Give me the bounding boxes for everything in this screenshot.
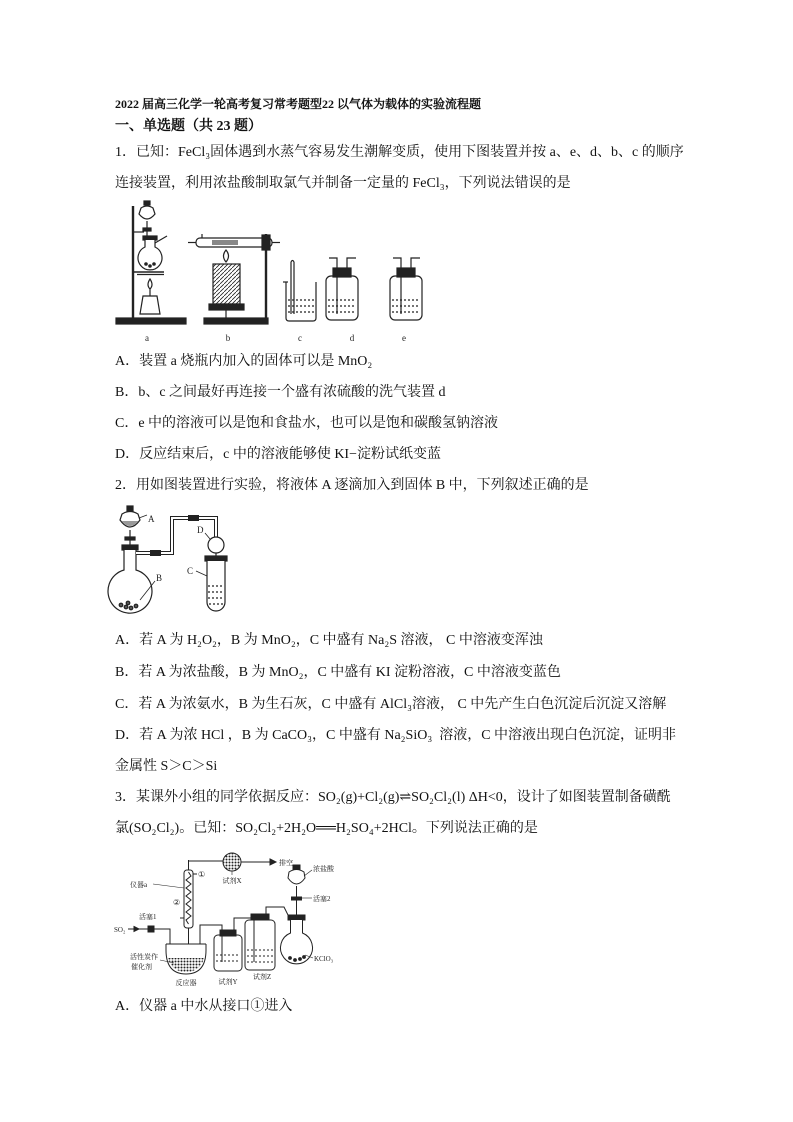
burner [213,264,240,304]
question-2-option-d-continued[interactable]: 金属性 S＞C＞Si [115,759,218,774]
lamp-flame [148,279,152,289]
question-1-figure [110,198,430,348]
figure-3-label-vent: 排空 [279,859,293,867]
figure-1-label-c: c [298,333,302,343]
exhaust-line [189,853,277,871]
stopcock-2 [292,897,302,900]
figure-3-label-stopcock-1: 活塞1 [139,913,157,921]
apparatus-e [390,258,422,320]
question-1-option-d[interactable]: D．反应结束后，c 中的溶液能够使 KI−淀粉试纸变蓝 [115,447,441,462]
section-heading: 一、单选题（共 23 题） [115,119,262,134]
figure-3-label-port-1: ① [198,870,206,879]
drying-bulb-x [223,853,241,871]
figure-1-label-a: a [145,333,149,343]
question-3-option-a[interactable]: A．仪器 a 中水从接口①进入 [115,999,293,1014]
test-tube-c [205,556,227,611]
figure-1-label-b: b [225,333,231,343]
stand-base [204,318,268,324]
figure-3-label-reactor: 反应器 [175,979,197,987]
figure-3-label-catalyst-line-2: 催化剂 [131,963,152,971]
figure-3-label-kclo3: KClO₃ [314,955,334,963]
leader-line-c [196,571,207,576]
flask-b [108,545,152,613]
figure-3-label-catalyst-line-1: 活性炭作 [130,953,158,961]
figure-1-label-d: d [349,333,355,343]
funnel-stopcock [125,537,135,540]
funnel-stopcock [143,228,151,231]
gas-washing-bottle [326,276,358,320]
apparatus-a [116,201,186,324]
apparatus-b [188,234,280,324]
question-3-stem-line-2: 氯(SO₂Cl₂)。已知：SO₂Cl₂+2H₂O══H₂SO₄+2HCl。下列说法正确的是 [115,821,538,836]
figure-2-label-b: B [156,573,163,583]
leader-line-d [205,533,210,539]
clamp [262,235,270,250]
question-2-option-b[interactable]: B．若 A 为浓盐酸，B 为 MnO₂，C 中盛有 KI 淀粉溶液，C 中溶液变蓝色 [115,665,561,680]
question-1-option-c[interactable]: C．e 中的溶液可以是饱和食盐水，也可以是饱和碳酸氢钠溶液 [115,416,499,431]
apparatus-d [326,258,358,320]
question-2-figure [108,502,248,618]
vent-arrow [270,859,276,865]
leader-line-a [139,515,147,518]
separatory-funnel [288,870,305,885]
question-1-stem-line-2: 连接装置，利用浓盐酸制取氯气并制备一定量的 FeCl₃，下列说法错误的是 [115,176,571,191]
figure-2-label-c: C [187,566,194,576]
so2-inlet [128,926,170,944]
question-1-option-b[interactable]: B．b、c 之间最好再连接一个盛有浓硫酸的洗气装置 d [115,385,446,400]
figure-3-label-conc-hcl: 浓盐酸 [313,865,334,873]
round-bottom-flask [281,920,313,964]
figure-3-label-stopcock-2: 活塞2 [313,895,331,903]
question-2-option-a[interactable]: A．若 A 为 H₂O₂，B 为 MnO₂，C 中盛有 Na₂S 溶液， C 中溶液变浑浊 [115,633,543,648]
leader-line-conc-hcl [304,870,312,876]
question-2-option-c[interactable]: C．若 A 为浓氨水，B 为生石灰，C 中盛有 AlCl₃溶液， C 中先产生白色沉淀后沉淀又溶解 [115,697,667,712]
figure-3-label-instrument-a: 仪器a [130,881,148,889]
leader-line-instrument-a [153,884,184,888]
question-3-stem-line-1: 3．某课外小组的同学依据反应：SO₂(g)+Cl₂(g)⇌SO₂Cl₂(l) ΔH<0，设计了如图装置制备磺酰 [115,790,671,805]
alcohol-lamp [140,296,160,314]
gas-washing-bottle [390,276,422,320]
figure-3-label-reagent-x: 试剂X [222,877,242,885]
figure-1-label-e: e [402,333,406,343]
figure-3-label-reagent-y: 试剂Y [218,978,238,986]
figure-2-label-a: A [148,514,155,524]
question-3-figure [112,845,452,990]
stand-base [116,318,186,324]
question-2-option-d[interactable]: D．若 A 为浓 HCl ，B 为 CaCO₃，C 中盛有 Na₂SiO₃ 溶液，C 中溶液出现白色沉淀，证明非 [115,728,677,743]
apparatus-c [283,261,316,322]
question-1-option-a[interactable]: A．装置 a 烧瓶内加入的固体可以是 MnO₂ [115,354,373,369]
figure-3-label-so2: SO₂ [114,926,126,934]
figure-3-label-port-2: ② [173,898,181,907]
separatory-funnel [139,206,155,219]
document-title: 2022 届高三化学一轮高考复习常考题型22 以气体为载体的实验流程题 [115,97,482,111]
stopcock-1 [148,926,154,932]
question-2-stem-line-1: 2．用如图装置进行实验，将液体 A 逐滴加入到固体 B 中，下列叙述正确的是 [115,478,589,493]
figure-3-label-reagent-z: 试剂Z [252,973,272,981]
reactor [166,944,206,974]
burner-flame [224,250,229,262]
figure-2-label-d: D [197,525,204,535]
condenser-instrument-a [180,860,197,945]
question-1-stem-line-1: 1．已知：FeCl₃固体遇到水蒸气容易发生潮解变质，使用下图装置并按 a、e、d、b、c 的顺序 [115,145,684,160]
